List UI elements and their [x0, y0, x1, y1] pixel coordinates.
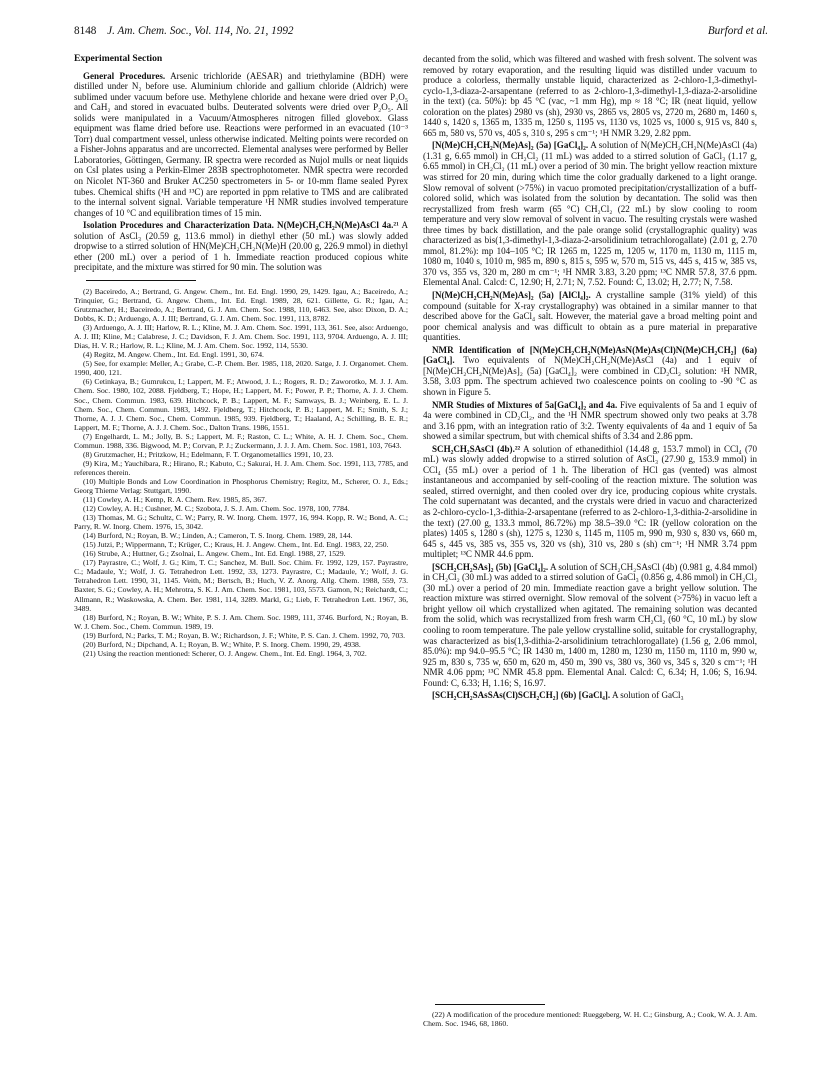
reference-entry: (20) Burford, N.; Dipchand, A. I.; Royan, B. W.; White, P. S. Inorg. Chem. 1990, 29, 4938.: [83, 639, 361, 649]
paragraph-heading: NMR Studies of Mixtures of 5a[GaCl₄]₂ and 4a.: [432, 399, 618, 410]
reference-entry: (8) Grutzmacher, H.; Pritzkow, H.; Edelmann, F. T. Organometallics 1991, 10, 23.: [83, 449, 334, 459]
reference-entry: (16) Strube, A.; Huttner, G.; Zsolnai, L. Angew. Chem., Int. Ed. Engl. 1988, 27, 1529.: [83, 549, 346, 559]
paragraph-text: A solution of GaCl₃: [611, 690, 684, 701]
running-head: [74, 25, 768, 43]
reference-entry: (21) Using the reaction mentioned: Scherer, O. J. Angew. Chem., Int. Ed. Engl. 1964, 3, 702.: [83, 648, 367, 658]
paragraph: [423, 444, 757, 560]
reference-entry: (3) Arduengo, A. J. III; Harlow, R. L.; Kline, M. J. Am. Chem. Soc. 1991, 113, 361. See, also: Arduengo, A. J. III; Kline, M.; Calabrese, J. C.; Davidson, F. J. Am. Chem. Soc. 1991, 113, 9704. Arduengo, A. J. III; Dias, H. V. R.; Harlow, R. L.; Kline, M. J. Am. Chem. Soc. 1992, 114, 5530.: [74, 323, 408, 351]
paragraph: [423, 345, 757, 398]
reference-entry: (15) Jutzi, P.; Wippermann, T.; Krüger, C.; Kraus, H. J. Angew. Chem., Int. Ed. Engl. 1983, 22, 250.: [83, 540, 389, 550]
section-title: Experimental Section: [74, 53, 163, 64]
paragraph: [423, 290, 757, 343]
reference-entry: (18) Burford, N.; Royan, B. W.; White, P. S. J. Am. Chem. Soc. 1989, 111, 3746. Burford, N.; Royan, B. W. J. Chem. Soc., Chem. Commun. 1989, 19.: [74, 612, 408, 631]
author-running-title: Burford et al.: [707, 25, 768, 37]
right-column: [423, 54, 757, 701]
paragraph-heading: [SCH₂CH₂SAsSAs(Cl)SCH₂CH₂] (6b) [GaCl₄].: [432, 690, 611, 701]
right-footnote-block: [423, 1004, 757, 1028]
paragraph: [423, 54, 757, 138]
paragraph: [74, 220, 408, 273]
paragraph-heading: [N(Me)CH₂CH₂N(Me)As]₂ (5a) [AlCl₄]₂.: [432, 290, 591, 301]
reference-entry: (6) Cetinkaya, B.; Gumrukcu, I.; Lappert, M. F.; Atwood, J. L.; Rogers, R. D.; Zaworotko, M. J. J. Am. Chem. Soc. 1980, 102, 2088. Fjeldberg, T.; Hope, H.; Lappert, M. F.; Power, P. P.; Thorne, A. J. J. Chem. Soc., Chem. Commun. 1983, 639. Hitchcock, P. B.; Lappert, M. F.; Samways, B. J.; Weinberg, E. L. J. Chem. Soc., Chem. Commun. 1983, 1492. Fjeldberg, T.; Hitchcock, P. B.; Lappert, M. F.; Smith, S. J.; Thorne, A. J. J. Chem. Soc., Chem. Commun. 1985, 939. Fjeldberg, T.; Haaland, A.; Schilling, B. E. R.; Lappert, M. F.; Thorne, A. J. J. Chem. Soc., Dalton Trans. 1986, 1551.: [74, 377, 408, 432]
paragraph: [423, 690, 757, 701]
paragraph: [74, 71, 408, 219]
paragraph-heading: [N(Me)CH₂CH₂N(Me)As]₂ (5a) [GaCl₄]₂.: [432, 140, 589, 151]
paragraph-text: A solution of N(Me)CH₂CH₂N(Me)AsCl (4a) (1.31 g, 6.65 mmol) in CH₂Cl₂ (11 mL) was added to a stirred solution of GaCl₃ (1.17 g, 6.65 mmol) in CH₂Cl₂ (11 mL) over a period of 30 min. The bright yellow reaction mixture was stirred for 20 min, during which time the color gradually darkened to a light orange. Slow removal of solvent (>75%) in vacuo promoted precipitation/crystallization of a buff-colored solid, which was isolated from the solution by decantation. The solid was then recrystallized from fresh warm (65 °C) CH₂Cl₂ (22 mL) by slow cooling to room temperature and very slow removal of solvent in vacuo. The resulting crystals were washed three times by back distillation, and the pale orange solid (crystallographic quality) was characterized as bis(1,3-dimethyl-1,3-diaza-2-arsolidinium tetrachlorogallate) (2.01 g, 2.70 mmol, 81.2%): mp 104–105 °C; IR 1265 m, 1225 m, 1205 w, 1170 m, 1130 m, 1115 m, 1080 m, 1040 s, 1010 m, 985 m, 890 s, 815 s, 595 w, 570 m, 515 vs, 445 s, 415 w, 385 vs, 370 vs, 355 vs, 320 m, 280 m cm⁻¹; ¹H NMR 3.83, 3.20 ppm; ¹³C NMR 57.8, 37.6 ppm. Elemental Anal. Calcd: C, 12.90; H, 2.71; N, 7.52. Found: C, 13.02; H, 2.77; N, 7.58.: [423, 140, 758, 288]
paragraph-heading: General Procedures.: [83, 70, 166, 81]
footnote-22: (22) A modification of the procedure mentioned: Rueggeberg, W. H. C.; Ginsburg, A.; Cook, W. A. J. Am. Chem. Soc. 1946, 68, 1860.: [423, 1010, 757, 1029]
paragraph-text: Five equivalents of 5a and 1 equiv of 4a were combined in CD₂Cl₂, and the ¹H NMR spectrum showed only two peaks at 3.78 and 3.16 ppm, with an integration ratio of 3:2. Twenty equivalents of 4a and 1 equiv of 5a showed a similar spectrum, but with chemical shifts of 3.34 and 2.86 ppm.: [423, 399, 757, 442]
reference-entry: (10) Multiple Bonds and Low Coordination in Phosphorus Chemistry; Regitz, M., Scherer, O. J., Eds.; Georg Thieme Verlag: Stuttgart, 1990.: [74, 476, 408, 495]
left-paragraphs: [74, 71, 408, 273]
paragraph-heading: [SCH₂CH₂SAs]₂ (5b) [GaCl₄]₂.: [432, 561, 549, 572]
reference-entry: (11) Cowley, A. H.; Kemp, R. A. Chem. Rev. 1985, 85, 367.: [83, 495, 267, 505]
reference-entry: (12) Cowley, A. H.; Cushner, M. C.; Szobota, J. S. J. Am. Chem. Soc. 1978, 100, 7784.: [83, 504, 350, 514]
reference-entry: (13) Thomas, M. G.; Schultz, C. W.; Parry, R. W. Inorg. Chem. 1977, 16, 994. Kopp, R. W.; Bond, A. C.; Parry, R. W. Inorg. Chem. 1976, 15, 3042.: [74, 513, 408, 532]
reference-entry: (14) Burford, N.; Royan, B. W.; Linden, A.; Cameron, T. S. Inorg. Chem. 1989, 28, 144.: [83, 531, 353, 541]
references-list: [74, 287, 408, 658]
paragraph: [423, 400, 757, 442]
footnote-rule: [435, 1004, 545, 1005]
paragraph-heading: Isolation Procedures and Characterization Data. N(Me)CH₂CH₂N(Me)AsCl 4a.²¹: [83, 220, 399, 231]
page-number: 8148: [74, 25, 97, 37]
footnote-rule: [86, 280, 196, 281]
left-column: [74, 54, 408, 658]
reference-entry: (7) Engelhardt, L. M.; Jolly, B. S.; Lappert, M. F.; Raston, C. L.; White, A. H. J. Chem. Soc., Chem. Commun. 1988, 336. Bigwood, M. P.; Corvan, P. J.; Zuckermann, J. J. J. Am. Chem. Soc. 1981, 103, 7643.: [74, 431, 408, 450]
paragraph: [423, 562, 757, 689]
journal-citation: J. Am. Chem. Soc., Vol. 114, No. 21, 1992: [107, 25, 294, 37]
paragraph: [423, 140, 757, 288]
reference-entry: (4) Regitz, M. Angew. Chem., Int. Ed. Engl. 1991, 30, 674.: [83, 350, 264, 360]
paragraph-text: Two equivalents of N(Me)CH₂CH₂N(Me)AsCl (4a) and 1 equiv of [N(Me)CH₂CH₂N(Me)As]₂ (5a) [GaCl₄]₂ were combined in CD₂Cl₂ solution: ¹H NMR, 3.58, 3.03 ppm. The spectrum achieved two coalescence points on cooling to -90 °C as shown in Figure 5.: [423, 355, 757, 397]
paragraph-text: A solution of SCH₂CH₂SAsCl (4b) (0.981 g, 4.84 mmol) in CH₂Cl₂ (30 mL) was added to a stirred solution of GaCl₃ (0.856 g, 4.86 mmol) in CH₂Cl₂ (30 mL) over a period of 20 min. Immediate reaction gave a bright yellow solution. The reaction mixture was stirred overnight. Slow removal of the solvent (>75%) in vacuo left a bright yellow oil which crystallized when agitated. The remaining solution was decanted from the solid, which was recrystallized from fresh warm CH₂Cl₂ (60 °C, 10 mL) by slow cooling to room temperature. The pale yellow crystalline solid, suitable for crystallography, was characterized as bis(1,3-dithia-2-arsolidinium tetrachlorogallate) (1.56 g, 2.06 mmol, 85.0%): mp 94.0–95.5 °C; IR 1430 m, 1400 m, 1280 m, 1230 m, 1150 m, 1110 m, 990 w, 925 m, 830 s, 735 w, 650 m, 620 m, 450 m, 390 vs, 380 vs, 360 vs, 345 s, 320 s cm⁻¹; ¹H NMR 4.06 ppm; ¹³C NMR 45.8 ppm. Elemental Anal. Calcd: C, 6.34; H, 1.06; S, 16.94. Found: C, 6.33; H, 1.16; S, 16.97.: [423, 561, 758, 688]
reference-entry: (5) See, for example: Meller, A.; Grabe, C.-P. Chem. Ber. 1985, 118, 2020. Satge, J. J. Organomet. Chem. 1990, 400, 121.: [74, 359, 408, 378]
paragraph-text: A crystalline sample (31% yield) of this compound (suitable for X-ray crystallography) was obtained in a similar manner to that described above for the GaCl₄ salt. However, the material gave a broad melting point and poor chemical analysis and was difficult to obtain as a pure material in preparative quantities.: [423, 290, 758, 343]
paragraph-text: Arsenic trichloride (AESAR) and triethylamine (BDH) were distilled under N₂ before use. Aluminium chloride and gallium chloride (Aldrich) were sublimed under vacuum before use. Methylene chloride and hexane were dried over P₂O₅ and CaH₂ and stored in evacuated bulbs. Deuterated solvents were dried over P₂O₅. All solids were manipulated in a Vacuum/Atmospheres nitrogen filled glovebox. Glass equipment was flame dried before use. Reactions were performed in an evacuated (10⁻³ Torr) dual compartment vessel, unless otherwise indicated. Melting points were recorded on a Fisher-Johns apparatus and are uncorrected. Elemental analyses were performed by Beller Laboratories, Göttingen, Germany. IR spectra were recorded as Nujol mulls or neat liquids on CsI plates using a Perkin-Elmer 283B spectrophotometer. NMR spectra were recorded on Nicolet NT-360 and Bruker AC250 spectrometers in 5- or 10-mm flame sealed Pyrex tubes. Chemical shifts (¹H and ¹³C) are reported in ppm relative to TMS and are calibrated to the internal solvent signal. Variable temperature ¹H NMR studies involved temperature changes of 10 °C and equilibration times of 15 min.: [74, 70, 408, 218]
paragraph-text: A solution of AsCl₃ (20.59 g, 113.6 mmol) in diethyl ether (50 mL) was slowly added dropwise to a stirred solution of HN(Me)CH₂CH₂N(Me)H (20.00 g, 226.9 mmol) in diethyl ether (200 mL) over a period of 1 h. Immediate reaction produced copious white precipitate, and the mixture was stirred for 90 min. The solution was: [74, 220, 409, 273]
paragraph-heading: SCH₂CH₂SAsCl (4b).²²: [432, 443, 521, 454]
paragraph-text: A solution of ethanedithiol (14.48 g, 153.7 mmol) in CCl₄ (70 mL) was slowly added dropwise to a stirred solution of AsCl₃ (27.90 g, 153.9 mmol) in CCl₄ (55 mL) over a period of 1 h. The liberation of HCl gas (vented) was almost instantaneous and accompanied by self-cooling of the reaction mixture. The solution was sealed, stirred overnight, and then cooled over dry ice, producing copious white crystals. The cold supernatant was decanted, and the crystals were dried in vacuo and characterized as 2-chloro-cyclo-1,3-dithia-2-arsapentane (referred to as 2-chloro-1,3-dithia-2-arsolidine in the text) (27.00 g, 133.3 mmol, 86.72%) mp 38.5–39.0 °C: IR (yellow coloration on the plates) 1405 s, 1280 s (sh), 1275 s, 1230 s, 1145 m, 1105 m, 990 m, 930 s, 830 vs, 660 m, 645 s, 445 vs, 385 vs, 355 vs, 320 vs (sh), 310 vs, 280 s (sh) cm⁻¹; ¹H NMR 3.74 ppm multiplet; ¹³C NMR 44.6 ppm.: [423, 443, 758, 560]
reference-entry: (19) Burford, N.; Parks, T. M.; Royan, B. W.; Richardson, J. F.; White, P. S. Can. J. Chem. 1992, 70, 703.: [83, 630, 405, 640]
reference-entry: (17) Payrastre, C.; Wolf, J. G.; Kim, T. C.; Sanchez, M. Bull. Soc. Chim. Fr. 1992, 129, 157. Payrastre, C.; Madaule, Y.; Wolf, J. G. Tetrahedron Lett. 1992, 33, 1273. Payrastre, C.; Madaule, Y.; Wolf, J. G. Tetrahedron Lett. 1990, 31, 1145. Veith, M.; Bertsch, B.; Huch, V. Z. Anorg. Allg. Chem. 1988, 559, 73. Baxter, S. G.; Cowley, A. H.; Mehrotra, S. K. J. Am. Chem. Soc. 1981, 103, 5573. Gamon, N.; Reichardt, C.; Allmann, R.; Waskowska, A. Chem. Ber. 1981, 114, 3289. Markl, G.; Lieb, F. Tetrahedron Lett. 1967, 36, 3489.: [74, 558, 408, 613]
paragraph-text: decanted from the solid, which was filtered and washed with fresh solvent. The solvent was removed by rotary evaporation, and the resulting liquid was distilled under vacuum to produce a colorless, thermally unstable liquid, characterized as 2-chloro-1,3-dimethyl-cyclo-1,3-diaza-2-arsapentane (referred to as 2-chloro-1,3-dimethyl-1,3-diaza-2-arsolidine in the text) (ca. 50%): bp 45 °C (vac, ~1 mm Hg), mp ≈ 18 °C; IR (neat liquid, yellow coloration on the plates) 2980 vs (sh), 2930 vs, 2865 vs, 2805 vs, 2720 m, 2680 m, 1460 s, 1440 s, 1420 s, 1365 m, 1335 m, 1250 s, 1195 vs, 1130 vs, 1025 vs, 1000 s, 915 vs, 840 s, 665 m, 580 vs, 570 vs, 405 s, 310 s, 295 s cm⁻¹; ¹H NMR 3.29, 2.82 ppm.: [423, 54, 757, 138]
right-paragraphs: [423, 54, 757, 701]
reference-entry: (2) Baceiredo, A.; Bertrand, G. Angew. Chem., Int. Ed. Engl. 1990, 29, 1429. Igau, A.; Baceiredo, A.; Trinquier, G.; Bertrand, G. Angew. Chem., Int. Ed. Engl. 1989, 28, 621. Gillette, G. R.; Igau, A.; Grutzmacher, H.; Baceiredo, A.; Bertrand, G. J. Am. Chem. Soc. 1988, 110, 6463. See, also: Dixon, D. A.; Dobbs, K. D.; Arduengo, A. J. III; Bertrand, G. J. Am. Chem. Soc. 1991, 113, 8782.: [74, 286, 408, 324]
paragraph-heading: NMR Identification of [N(Me)CH₂CH₂N(Me)AsN(Me)As(Cl)N(Me)CH₂CH₂] (6a) [GaCl₄].: [423, 344, 757, 366]
reference-entry: (9) Kira, M.; Yauchibara, R.; Hirano, R.; Kabuto, C.; Sakurai, H. J. Am. Chem. Soc. 1991, 113, 7785, and references therein.: [74, 458, 408, 477]
